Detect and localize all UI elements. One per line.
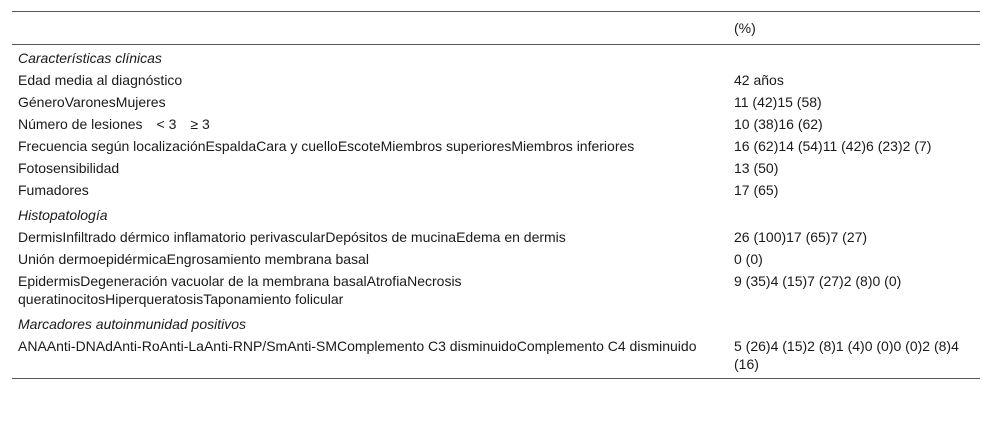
row-value: 9 (35)4 (15)7 (27)2 (8)0 (0) (734, 273, 902, 289)
clinical-data-table (12, 11, 980, 379)
section-row (12, 45, 980, 71)
row-value: 10 (38)16 (62) (734, 116, 823, 132)
row-label: ANAAnti-DNAdAnti-RoAnti-LaAnti-RNP/SmAnti-SMComplemento C3 disminuidoComplemento C4 disminuido (12, 336, 728, 379)
table-row (12, 70, 980, 92)
section-row (12, 311, 980, 336)
row-label: Número de lesiones (18, 116, 143, 132)
row-sublabel-ge3: ≥ 3 (190, 116, 210, 132)
header-col-percent: (%) (728, 12, 980, 45)
table-row (12, 180, 980, 202)
row-label: Fumadores (18, 182, 89, 198)
table-row (12, 336, 980, 379)
table-header-row (12, 12, 980, 45)
section-title: Histopatología (18, 207, 108, 223)
section-title: Marcadores autoinmunidad positivos (18, 316, 247, 332)
table-row (12, 114, 980, 136)
section-title: Características clínicas (18, 50, 162, 66)
table-row (12, 271, 980, 311)
row-value: 11 (42)15 (58) (734, 94, 822, 110)
row-label: Fotosensibilidad (18, 160, 120, 176)
row-label-group (12, 114, 728, 136)
row-value: 0 (0) (734, 251, 763, 267)
row-label: GéneroVaronesMujeres (18, 94, 166, 110)
row-value: 16 (62)14 (54)11 (42)6 (23)2 (7) (734, 138, 932, 154)
row-value: 13 (50) (734, 160, 779, 176)
table-row (12, 249, 980, 271)
row-value: 5 (26)4 (15)2 (8)1 (4)0 (0)0 (0)2 (8)4 (16) (728, 336, 980, 379)
row-label: Frecuencia según localizaciónEspaldaCara y cuelloEscoteMiembros superioresMiembros inferiores (18, 138, 635, 154)
header-col-label (12, 12, 728, 45)
row-label: Edad media al diagnóstico (18, 72, 183, 88)
table-row (12, 158, 980, 180)
table-row (12, 227, 980, 249)
table-row (12, 136, 980, 158)
row-value: 26 (100)17 (65)7 (27) (734, 229, 868, 245)
row-sublabel-lt3: < 3 (156, 116, 177, 132)
row-label: DermisInfiltrado dérmico inflamatorio perivascularDepósitos de mucinaEdema en dermis (18, 229, 566, 245)
section-row (12, 202, 980, 227)
table-row (12, 92, 980, 114)
row-label: EpidermisDegeneración vacuolar de la membrana basalAtrofiaNecrosis queratinocitosHiperqueratosisTaponamiento folicular (18, 273, 462, 307)
data-table-container (12, 11, 980, 379)
row-value: 42 años (734, 72, 784, 88)
row-value: 17 (65) (734, 182, 779, 198)
row-label: Unión dermoepidérmicaEngrosamiento membrana basal (18, 251, 369, 267)
